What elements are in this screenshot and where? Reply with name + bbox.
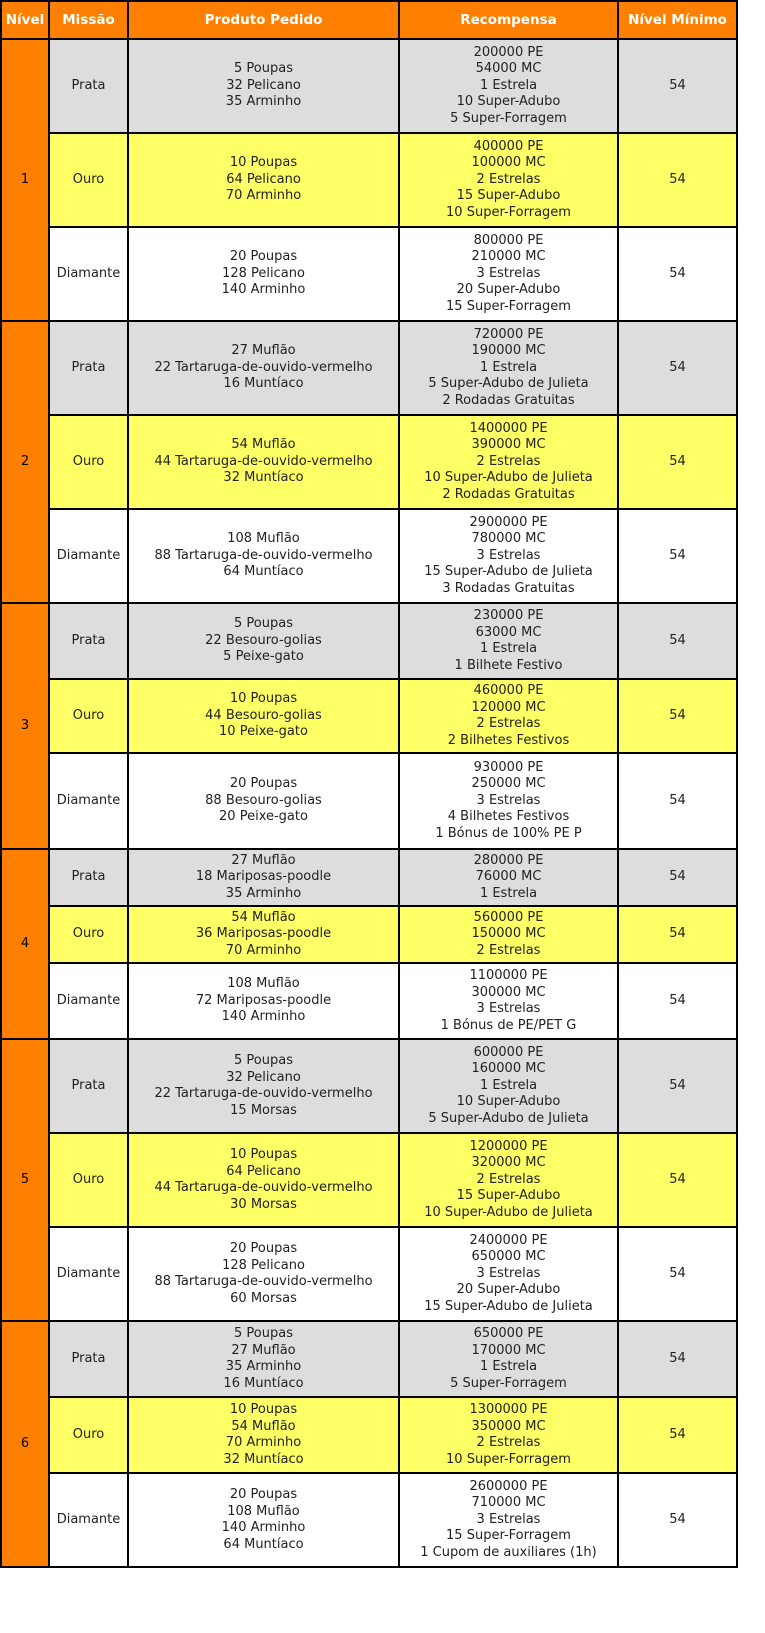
product-line: 72 Mariposas-poodle bbox=[195, 992, 332, 1008]
product-line: 44 Tartaruga-de-ouvido-vermelho bbox=[154, 453, 373, 469]
reward-line: 600000 PE bbox=[473, 1044, 544, 1060]
table-row bbox=[1, 1039, 737, 1133]
products-cell bbox=[128, 753, 399, 849]
min-level-cell: 54 bbox=[618, 1039, 737, 1133]
reward-line: 15 Super-Adubo bbox=[456, 1188, 561, 1204]
reward-line: 10 Super-Adubo bbox=[456, 94, 561, 110]
rewards-cell bbox=[399, 603, 618, 679]
products-cell bbox=[128, 133, 399, 227]
reward-line: 1 Estrela bbox=[479, 359, 538, 375]
product-line: 35 Arminho bbox=[225, 1359, 302, 1374]
rewards-cell bbox=[399, 849, 618, 906]
mission-cell: Diamante bbox=[49, 1227, 128, 1321]
product-line: 54 Muflão bbox=[231, 1418, 296, 1434]
product-line: 16 Muntíaco bbox=[223, 376, 304, 392]
rewards-cell bbox=[399, 1321, 618, 1397]
rewards-cell bbox=[399, 906, 618, 963]
product-line: 70 Arminho bbox=[225, 942, 302, 958]
rewards-cell bbox=[399, 753, 618, 849]
product-line: 140 Arminho bbox=[221, 1520, 306, 1535]
rewards-cell bbox=[399, 1227, 618, 1321]
reward-line: 720000 PE bbox=[473, 326, 544, 342]
reward-line: 15 Super-Forragem bbox=[446, 1528, 571, 1544]
reward-line: 1 Bónus de 100% PE P bbox=[435, 825, 582, 841]
product-line: 88 Tartaruga-de-ouvido-vermelho bbox=[154, 1274, 373, 1289]
reward-line: 1 Cupom de auxiliares (1h) bbox=[420, 1544, 597, 1560]
reward-line: 15 Super-Adubo bbox=[456, 188, 561, 204]
rewards-cell bbox=[399, 227, 618, 321]
product-line: 22 Tartaruga-de-ouvido-vermelho bbox=[154, 359, 373, 375]
reward-line: 1300000 PE bbox=[469, 1402, 548, 1417]
reward-line: 210000 MC bbox=[471, 249, 546, 265]
table-row bbox=[1, 963, 737, 1039]
reward-line: 1 Estrela bbox=[479, 885, 538, 901]
mission-cell: Diamante bbox=[49, 753, 128, 849]
table-row bbox=[1, 753, 737, 849]
level-cell: 3 bbox=[1, 603, 49, 849]
product-line: 5 Poupas bbox=[234, 61, 293, 77]
product-line: 5 Peixe-gato bbox=[223, 649, 304, 665]
table-row bbox=[1, 1133, 737, 1227]
product-line: 18 Mariposas-poodle bbox=[195, 869, 332, 885]
product-line: 20 Poupas bbox=[229, 1487, 298, 1502]
level-cell: 4 bbox=[1, 849, 49, 1039]
product-line: 88 Besouro-golias bbox=[205, 792, 322, 808]
reward-line: 3 Estrelas bbox=[476, 792, 541, 808]
product-line: 128 Pelicano bbox=[222, 1257, 305, 1273]
products-cell bbox=[128, 1227, 399, 1321]
reward-line: 3 Estrelas bbox=[476, 1001, 541, 1016]
min-level-cell: 54 bbox=[618, 753, 737, 849]
product-line: 64 Pelicano bbox=[226, 1163, 301, 1179]
reward-line: 780000 MC bbox=[471, 531, 546, 547]
mission-cell: Ouro bbox=[49, 906, 128, 963]
mission-cell: Diamante bbox=[49, 1473, 128, 1567]
table-row bbox=[1, 227, 737, 321]
product-line: 128 Pelicano bbox=[222, 265, 305, 281]
reward-line: 1 Estrela bbox=[479, 77, 538, 93]
reward-line: 1200000 PE bbox=[469, 1138, 548, 1154]
table-row bbox=[1, 1397, 737, 1473]
reward-line: 4 Bilhetes Festivos bbox=[447, 809, 570, 825]
products-cell bbox=[128, 1321, 399, 1397]
rewards-cell bbox=[399, 679, 618, 753]
products-cell bbox=[128, 849, 399, 906]
reward-line: 3 Estrelas bbox=[476, 265, 541, 281]
product-line: 10 Poupas bbox=[229, 155, 298, 171]
reward-line: 63000 MC bbox=[475, 624, 542, 640]
min-level-cell: 54 bbox=[618, 849, 737, 906]
reward-line: 2 Estrelas bbox=[476, 1171, 541, 1187]
reward-line: 190000 MC bbox=[471, 343, 546, 359]
product-line: 54 Muflão bbox=[231, 437, 296, 453]
reward-line: 10 Super-Forragem bbox=[446, 1451, 571, 1467]
reward-line: 100000 MC bbox=[471, 155, 546, 171]
mission-cell: Ouro bbox=[49, 415, 128, 509]
reward-line: 1 Bónus de PE/PET G bbox=[440, 1017, 577, 1033]
mission-cell: Prata bbox=[49, 603, 128, 679]
reward-line: 54000 MC bbox=[475, 61, 542, 77]
product-line: 15 Morsas bbox=[230, 1102, 297, 1118]
product-line: 35 Arminho bbox=[225, 885, 302, 901]
table-row bbox=[1, 415, 737, 509]
reward-line: 2900000 PE bbox=[469, 514, 548, 530]
products-cell bbox=[128, 906, 399, 963]
reward-line: 1100000 PE bbox=[469, 968, 548, 983]
product-line: 32 Muntíaco bbox=[223, 1451, 304, 1467]
rewards-cell bbox=[399, 321, 618, 415]
mission-cell: Ouro bbox=[49, 1397, 128, 1473]
product-line: 22 Besouro-golias bbox=[205, 632, 322, 648]
table-row bbox=[1, 849, 737, 906]
product-line: 10 Poupas bbox=[229, 1402, 298, 1417]
reward-line: 3 Estrelas bbox=[476, 547, 541, 563]
min-level-cell: 54 bbox=[618, 321, 737, 415]
product-line: 88 Tartaruga-de-ouvido-vermelho bbox=[154, 547, 373, 563]
mission-cell: Prata bbox=[49, 321, 128, 415]
reward-line: 800000 PE bbox=[473, 232, 544, 248]
product-line: 5 Poupas bbox=[234, 1053, 293, 1068]
table-row bbox=[1, 679, 737, 753]
product-line: 10 Poupas bbox=[229, 691, 298, 707]
product-line: 20 Poupas bbox=[229, 249, 298, 265]
reward-line: 200000 PE bbox=[473, 44, 544, 60]
product-line: 10 Peixe-gato bbox=[219, 724, 308, 740]
reward-line: 280000 PE bbox=[473, 852, 544, 868]
table-row bbox=[1, 1473, 737, 1567]
rewards-cell bbox=[399, 509, 618, 603]
reward-line: 400000 PE bbox=[473, 138, 544, 154]
product-line: 27 Muflão bbox=[231, 852, 296, 868]
products-cell bbox=[128, 509, 399, 603]
mission-cell: Diamante bbox=[49, 509, 128, 603]
products-cell bbox=[128, 415, 399, 509]
products-cell bbox=[128, 603, 399, 679]
quest-body bbox=[1, 39, 737, 1567]
reward-line: 2 Estrelas bbox=[476, 716, 541, 731]
reward-line: 1 Estrela bbox=[479, 1077, 538, 1093]
reward-line: 10 Super-Adubo bbox=[456, 1094, 561, 1110]
reward-line: 2600000 PE bbox=[469, 1478, 548, 1494]
reward-line: 3 Estrelas bbox=[476, 1511, 541, 1527]
product-line: 27 Muflão bbox=[231, 343, 296, 359]
reward-line: 650000 MC bbox=[471, 1249, 546, 1265]
min-level-cell: 54 bbox=[618, 1473, 737, 1567]
mission-cell: Diamante bbox=[49, 963, 128, 1039]
reward-line: 2 Bilhetes Festivos bbox=[447, 732, 570, 748]
reward-line: 2 Estrelas bbox=[476, 1435, 541, 1450]
product-line: 44 Besouro-golias bbox=[205, 707, 322, 723]
header-produto: Produto Pedido bbox=[128, 1, 399, 39]
table-row bbox=[1, 133, 737, 227]
product-line: 60 Morsas bbox=[230, 1290, 297, 1306]
reward-line: 710000 MC bbox=[471, 1495, 546, 1511]
mission-cell: Diamante bbox=[49, 227, 128, 321]
reward-line: 930000 PE bbox=[473, 759, 544, 775]
product-line: 108 Muflão bbox=[227, 1503, 300, 1519]
rewards-cell bbox=[399, 1397, 618, 1473]
reward-line: 15 Super-Adubo de Julieta bbox=[424, 564, 593, 580]
product-line: 32 Pelicano bbox=[226, 77, 301, 93]
reward-line: 2 Estrelas bbox=[476, 171, 541, 187]
reward-line: 460000 PE bbox=[473, 683, 544, 698]
product-line: 20 Poupas bbox=[229, 1241, 298, 1256]
rewards-cell bbox=[399, 1133, 618, 1227]
product-line: 5 Poupas bbox=[234, 616, 293, 632]
reward-line: 20 Super-Adubo bbox=[456, 282, 561, 298]
rewards-cell bbox=[399, 1039, 618, 1133]
table-row bbox=[1, 1227, 737, 1321]
products-cell bbox=[128, 1397, 399, 1473]
reward-line: 230000 PE bbox=[473, 608, 544, 623]
reward-line: 2 Rodadas Gratuitas bbox=[442, 392, 575, 408]
header-recompensa: Recompensa bbox=[399, 1, 618, 39]
reward-line: 1 Estrela bbox=[479, 641, 538, 656]
table-row bbox=[1, 509, 737, 603]
product-line: 70 Arminho bbox=[225, 1435, 302, 1450]
mission-cell: Ouro bbox=[49, 1133, 128, 1227]
reward-line: 150000 MC bbox=[471, 926, 546, 942]
min-level-cell: 54 bbox=[618, 227, 737, 321]
reward-line: 5 Super-Forragem bbox=[450, 110, 567, 126]
min-level-cell: 54 bbox=[618, 679, 737, 753]
reward-line: 650000 PE bbox=[473, 1326, 544, 1341]
table-row bbox=[1, 321, 737, 415]
min-level-cell: 54 bbox=[618, 603, 737, 679]
table-row bbox=[1, 39, 737, 133]
header-nivel-minimo: Nível Mínimo bbox=[618, 1, 737, 39]
level-cell: 6 bbox=[1, 1321, 49, 1567]
min-level-cell: 54 bbox=[618, 1227, 737, 1321]
mission-cell: Prata bbox=[49, 1039, 128, 1133]
reward-line: 10 Super-Forragem bbox=[446, 204, 571, 220]
min-level-cell: 54 bbox=[618, 133, 737, 227]
rewards-cell bbox=[399, 963, 618, 1039]
reward-line: 1 Bilhete Festivo bbox=[454, 657, 563, 673]
header-row bbox=[1, 1, 737, 39]
table-row bbox=[1, 906, 737, 963]
reward-line: 560000 PE bbox=[473, 909, 544, 925]
table-row bbox=[1, 1321, 737, 1397]
reward-line: 300000 MC bbox=[471, 984, 546, 1000]
product-line: 27 Muflão bbox=[231, 1342, 296, 1358]
reward-line: 1400000 PE bbox=[469, 420, 548, 436]
product-line: 64 Muntíaco bbox=[223, 564, 304, 580]
header-missao: Missão bbox=[49, 1, 128, 39]
min-level-cell: 54 bbox=[618, 906, 737, 963]
product-line: 36 Mariposas-poodle bbox=[195, 926, 332, 942]
product-line: 32 Pelicano bbox=[226, 1069, 301, 1085]
min-level-cell: 54 bbox=[618, 1321, 737, 1397]
product-line: 64 Pelicano bbox=[226, 171, 301, 187]
header-nivel: Nível bbox=[1, 1, 49, 39]
product-line: 140 Arminho bbox=[221, 282, 306, 298]
min-level-cell: 54 bbox=[618, 1397, 737, 1473]
product-line: 20 Peixe-gato bbox=[219, 809, 308, 825]
mission-cell: Prata bbox=[49, 1321, 128, 1397]
reward-line: 10 Super-Adubo de Julieta bbox=[424, 470, 593, 486]
mission-cell: Prata bbox=[49, 39, 128, 133]
product-line: 54 Muflão bbox=[231, 909, 296, 925]
products-cell bbox=[128, 679, 399, 753]
reward-line: 2 Rodadas Gratuitas bbox=[442, 486, 575, 502]
min-level-cell: 54 bbox=[618, 415, 737, 509]
level-cell: 1 bbox=[1, 39, 49, 321]
product-line: 10 Poupas bbox=[229, 1147, 298, 1162]
reward-line: 2400000 PE bbox=[469, 1232, 548, 1248]
reward-line: 2 Estrelas bbox=[476, 942, 541, 958]
product-line: 5 Poupas bbox=[234, 1326, 293, 1341]
reward-line: 120000 MC bbox=[471, 699, 546, 715]
reward-line: 20 Super-Adubo bbox=[456, 1282, 561, 1298]
product-line: 64 Muntíaco bbox=[223, 1536, 304, 1552]
reward-line: 76000 MC bbox=[475, 869, 542, 885]
min-level-cell: 54 bbox=[618, 509, 737, 603]
product-line: 108 Muflão bbox=[227, 976, 300, 992]
reward-line: 5 Super-Adubo de Julieta bbox=[428, 376, 589, 392]
reward-line: 1 Estrela bbox=[479, 1359, 538, 1374]
reward-line: 15 Super-Forragem bbox=[446, 298, 571, 314]
products-cell bbox=[128, 321, 399, 415]
mission-cell: Ouro bbox=[49, 679, 128, 753]
reward-line: 160000 MC bbox=[471, 1061, 546, 1077]
product-line: 140 Arminho bbox=[221, 1009, 306, 1025]
reward-line: 5 Super-Forragem bbox=[450, 1375, 567, 1391]
min-level-cell: 54 bbox=[618, 39, 737, 133]
reward-line: 3 Rodadas Gratuitas bbox=[442, 580, 575, 596]
min-level-cell: 54 bbox=[618, 1133, 737, 1227]
mission-cell: Ouro bbox=[49, 133, 128, 227]
level-cell: 2 bbox=[1, 321, 49, 603]
level-cell: 5 bbox=[1, 1039, 49, 1321]
products-cell bbox=[128, 39, 399, 133]
product-line: 108 Muflão bbox=[227, 531, 300, 547]
rewards-cell bbox=[399, 39, 618, 133]
rewards-cell bbox=[399, 133, 618, 227]
product-line: 20 Poupas bbox=[229, 776, 298, 792]
product-line: 22 Tartaruga-de-ouvido-vermelho bbox=[154, 1086, 373, 1101]
reward-line: 3 Estrelas bbox=[476, 1265, 541, 1281]
reward-line: 170000 MC bbox=[471, 1342, 546, 1358]
reward-line: 250000 MC bbox=[471, 776, 546, 792]
products-cell bbox=[128, 1473, 399, 1567]
reward-line: 5 Super-Adubo de Julieta bbox=[428, 1110, 589, 1126]
product-line: 16 Muntíaco bbox=[223, 1375, 304, 1391]
product-line: 35 Arminho bbox=[225, 94, 302, 110]
table-row bbox=[1, 603, 737, 679]
products-cell bbox=[128, 1039, 399, 1133]
product-line: 32 Muntíaco bbox=[223, 470, 304, 486]
product-line: 70 Arminho bbox=[225, 188, 302, 204]
mission-cell: Prata bbox=[49, 849, 128, 906]
min-level-cell: 54 bbox=[618, 963, 737, 1039]
reward-line: 15 Super-Adubo de Julieta bbox=[424, 1298, 593, 1314]
reward-line: 10 Super-Adubo de Julieta bbox=[424, 1204, 593, 1220]
reward-line: 320000 MC bbox=[471, 1155, 546, 1171]
products-cell bbox=[128, 227, 399, 321]
rewards-cell bbox=[399, 415, 618, 509]
product-line: 30 Morsas bbox=[230, 1196, 297, 1212]
product-line: 44 Tartaruga-de-ouvido-vermelho bbox=[154, 1180, 373, 1195]
rewards-cell bbox=[399, 1473, 618, 1567]
products-cell bbox=[128, 963, 399, 1039]
reward-line: 390000 MC bbox=[471, 437, 546, 453]
reward-line: 2 Estrelas bbox=[476, 453, 541, 469]
products-cell bbox=[128, 1133, 399, 1227]
reward-line: 350000 MC bbox=[471, 1418, 546, 1434]
